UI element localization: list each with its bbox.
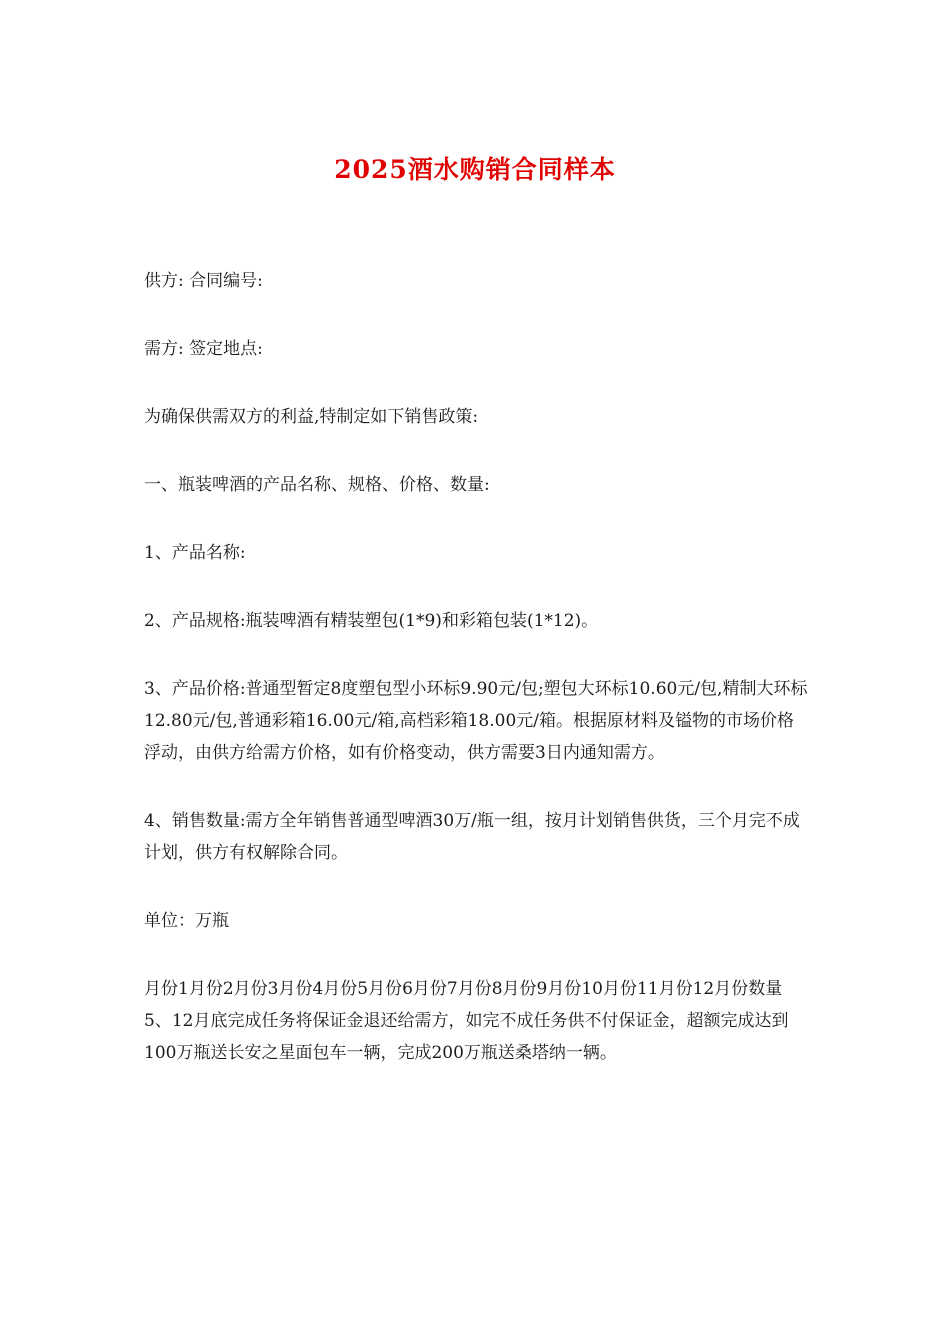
document-title: 2025酒水购销合同样本 [334, 155, 616, 184]
paragraph-supplier: 供方: 合同编号: [144, 271, 263, 291]
paragraph-monthly: 月份1月份2月份3月份4月份5月份6月份7月份8月份9月份10月份11月份12月份数量5、12月底完成任务将保证金退还给需方，如完不成任务供不付保证金，超额完成达到100万瓶送长安之星面包车一辆，完成200万瓶送桑塔纳一辆。 [144, 979, 789, 1063]
paragraph-unit: 单位：万瓶 [144, 911, 229, 931]
paragraph-product-name: 1、产品名称: [144, 543, 246, 563]
paragraph-sales-quantity: 4、销售数量:需方全年销售普通型啤酒30万/瓶一组，按月计划销售供货，三个月完不成计划，供方有权解除合同。 [144, 811, 800, 863]
document-body [144, 265, 808, 1105]
section-heading-1: 一、瓶装啤酒的产品名称、规格、价格、数量: [144, 475, 490, 495]
paragraph-buyer: 需方: 签定地点: [144, 339, 263, 359]
paragraph-intro: 为确保供需双方的利益,特制定如下销售政策: [144, 407, 479, 427]
paragraph-product-price: 3、产品价格:普通型暂定8度塑包型小环标9.90元/包;塑包大环标10.60元/包,精制大环标12.80元/包,普通彩箱16.00元/箱,高档彩箱18.00元/箱。根据原材料及镒物的市场价格浮动，由供方给需方价格，如有价格变动，供方需要3日内通知需方。 [144, 679, 808, 763]
paragraph-product-spec: 2、产品规格:瓶装啤酒有精装塑包(1*9)和彩箱包装(1*12)。 [144, 611, 599, 631]
